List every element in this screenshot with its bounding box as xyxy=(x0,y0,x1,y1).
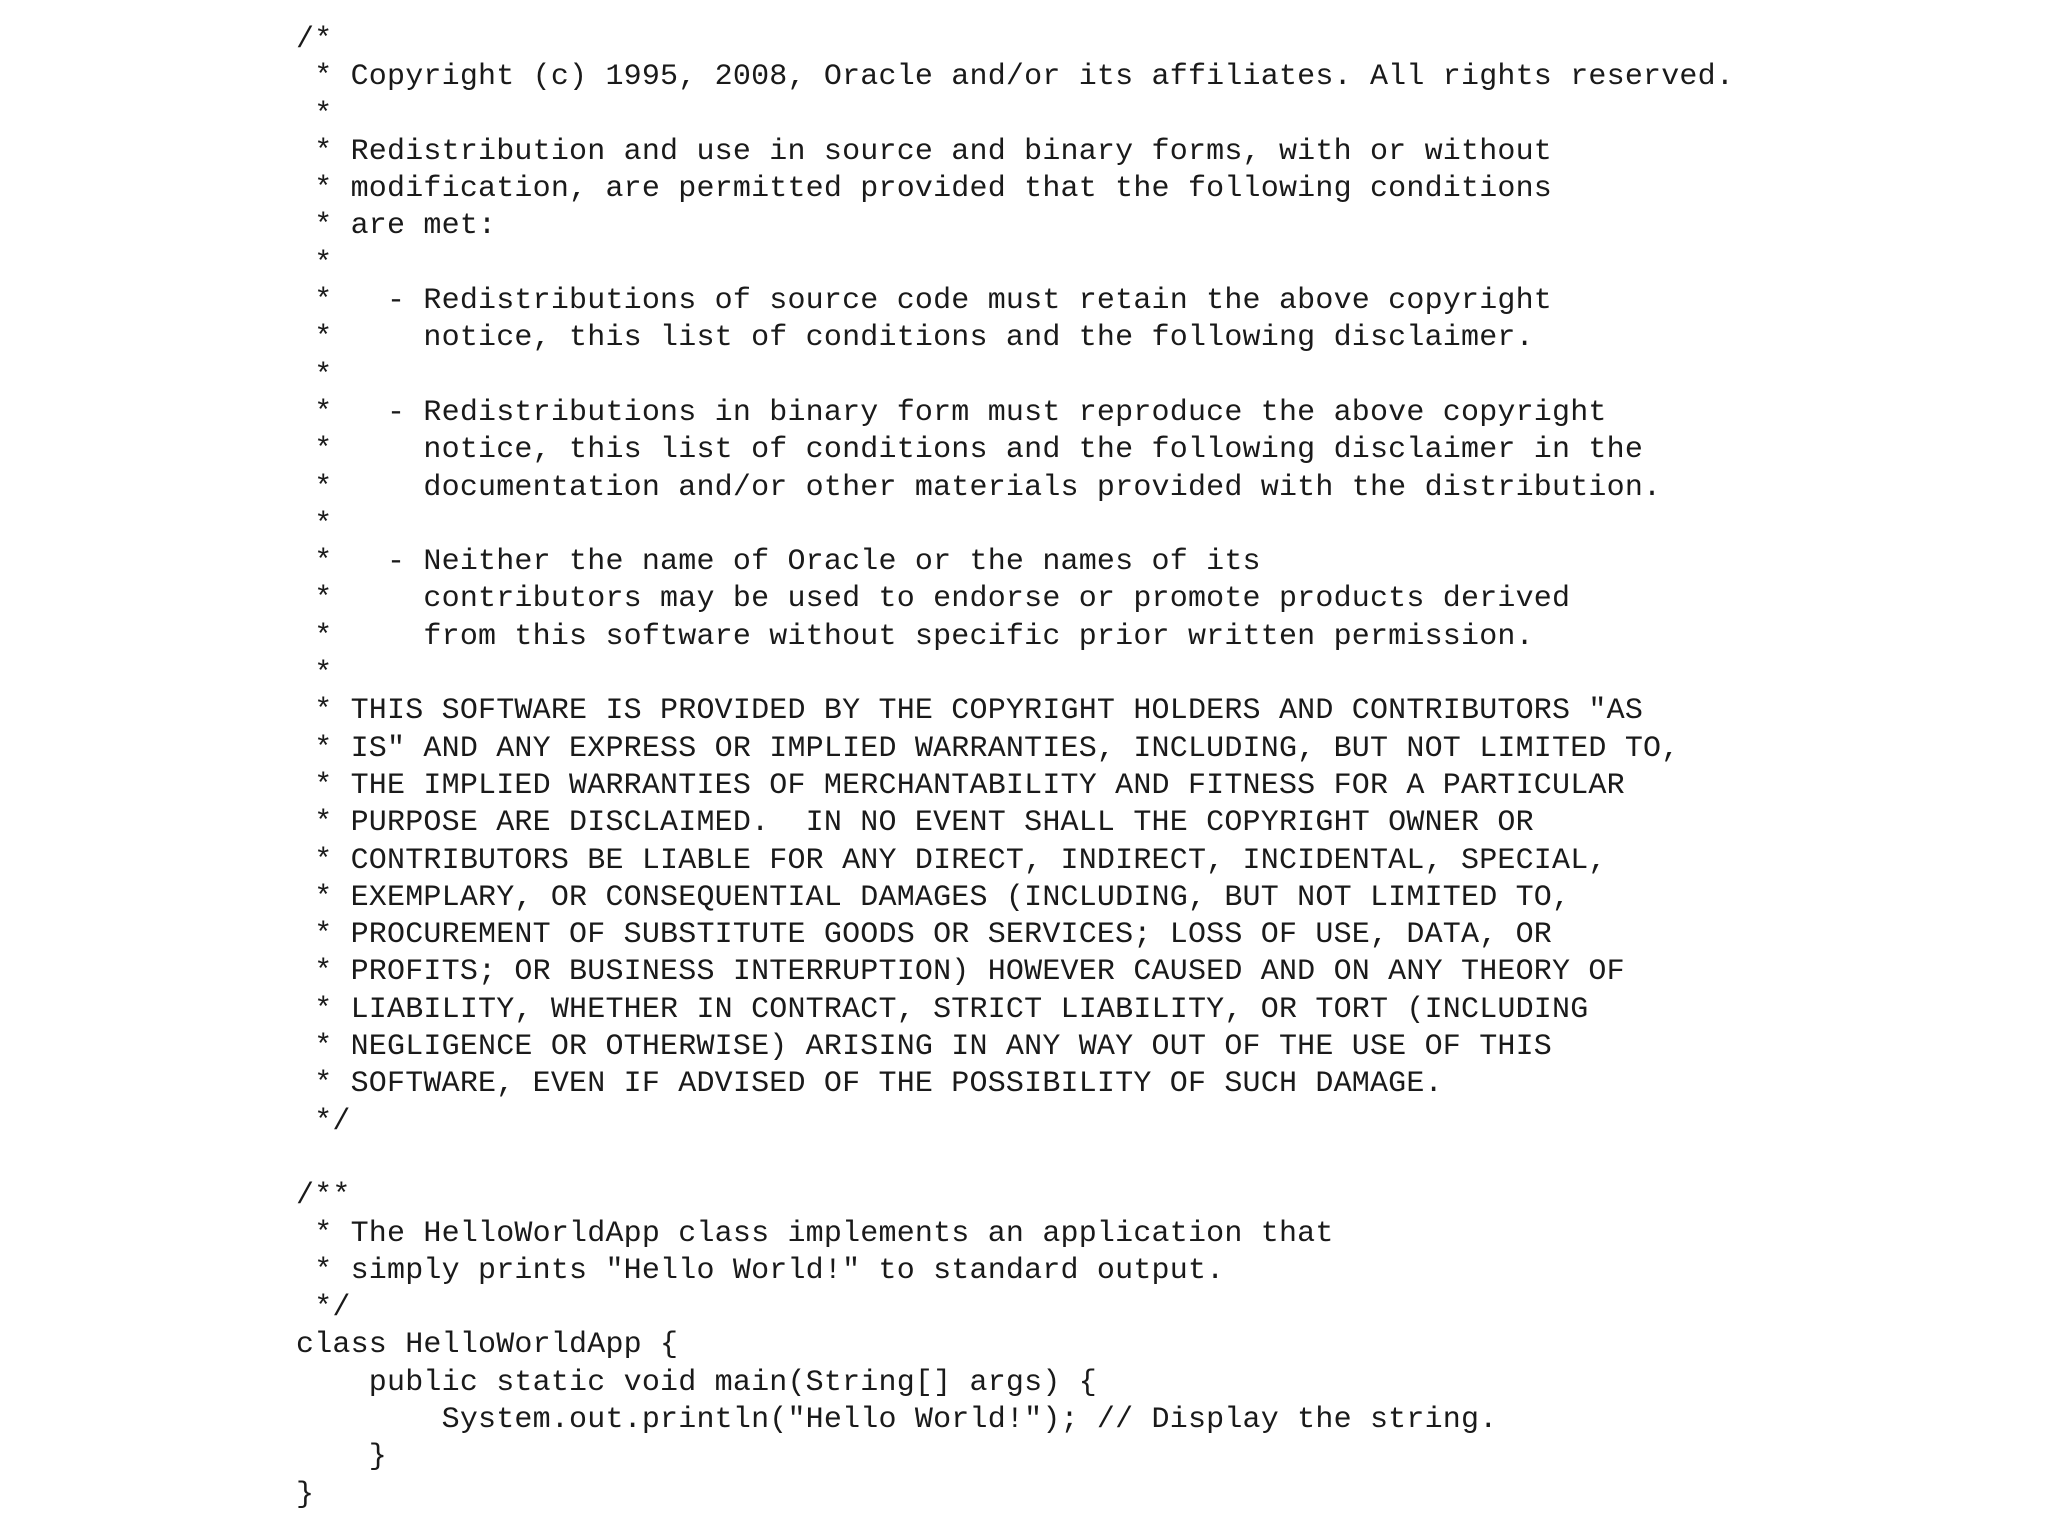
code-line: * The HelloWorldApp class implements an application that xyxy=(296,1216,1334,1251)
code-line: * xyxy=(296,246,333,281)
code-line: * simply prints "Hello World!" to standard output. xyxy=(296,1253,1225,1288)
code-line: class HelloWorldApp { xyxy=(296,1328,679,1363)
code-line: * PROCUREMENT OF SUBSTITUTE GOODS OR SERVICES; LOSS OF USE, DATA, OR xyxy=(296,918,1553,953)
code-line: * xyxy=(296,507,333,542)
code-line: * notice, this list of conditions and the following disclaimer in the xyxy=(296,433,1644,468)
code-line: * notice, this list of conditions and the following disclaimer. xyxy=(296,321,1534,356)
code-line: */ xyxy=(296,1291,351,1326)
code-line: * - Redistributions in binary form must reproduce the above copyright xyxy=(296,395,1607,430)
code-line: public static void main(String[] args) { xyxy=(296,1365,1097,1400)
code-line: * Redistribution and use in source and binary forms, with or without xyxy=(296,134,1553,169)
code-line xyxy=(296,1141,1734,1178)
code-line: * xyxy=(296,97,333,132)
code-line: * - Neither the name of Oracle or the names of its xyxy=(296,545,1261,580)
code-line: * CONTRIBUTORS BE LIABLE FOR ANY DIRECT, INDIRECT, INCIDENTAL, SPECIAL, xyxy=(296,843,1607,878)
code-line: * from this software without specific prior written permission. xyxy=(296,619,1534,654)
code-line: * EXEMPLARY, OR CONSEQUENTIAL DAMAGES (INCLUDING, BUT NOT LIMITED TO, xyxy=(296,880,1571,915)
code-line: * THIS SOFTWARE IS PROVIDED BY THE COPYRIGHT HOLDERS AND CONTRIBUTORS "AS xyxy=(296,694,1644,729)
code-line: * SOFTWARE, EVEN IF ADVISED OF THE POSSIBILITY OF SUCH DAMAGE. xyxy=(296,1067,1443,1102)
code-line: * xyxy=(296,358,333,393)
code-line: */ xyxy=(296,1104,351,1139)
code-line: * are met: xyxy=(296,209,497,244)
code-line: * THE IMPLIED WARRANTIES OF MERCHANTABILITY AND FITNESS FOR A PARTICULAR xyxy=(296,768,1625,803)
code-line: * PROFITS; OR BUSINESS INTERRUPTION) HOWEVER CAUSED AND ON ANY THEORY OF xyxy=(296,955,1625,990)
code-line: * documentation and/or other materials provided with the distribution. xyxy=(296,470,1662,505)
code-line: /** xyxy=(296,1179,351,1214)
code-line: * PURPOSE ARE DISCLAIMED. IN NO EVENT SHALL THE COPYRIGHT OWNER OR xyxy=(296,806,1534,841)
code-line: * IS" AND ANY EXPRESS OR IMPLIED WARRANTIES, INCLUDING, BUT NOT LIMITED TO, xyxy=(296,731,1680,766)
code-line: } xyxy=(296,1440,388,1475)
code-line: * LIABILITY, WHETHER IN CONTRACT, STRICT LIABILITY, OR TORT (INCLUDING xyxy=(296,992,1589,1027)
code-line: /* xyxy=(296,23,333,57)
code-line: * - Redistributions of source code must retain the above copyright xyxy=(296,284,1553,319)
code-line: System.out.println("Hello World!"); // Display the string. xyxy=(296,1402,1498,1437)
code-line: * xyxy=(296,657,333,692)
code-line: * modification, are permitted provided that the following conditions xyxy=(296,172,1553,207)
source-code-listing xyxy=(296,22,1734,1514)
code-line: * NEGLIGENCE OR OTHERWISE) ARISING IN ANY WAY OUT OF THE USE OF THIS xyxy=(296,1030,1553,1065)
code-line: * Copyright (c) 1995, 2008, Oracle and/or its affiliates. All rights reserved. xyxy=(296,60,1735,95)
code-line: * contributors may be used to endorse or promote products derived xyxy=(296,582,1571,617)
code-line: } xyxy=(296,1477,315,1512)
